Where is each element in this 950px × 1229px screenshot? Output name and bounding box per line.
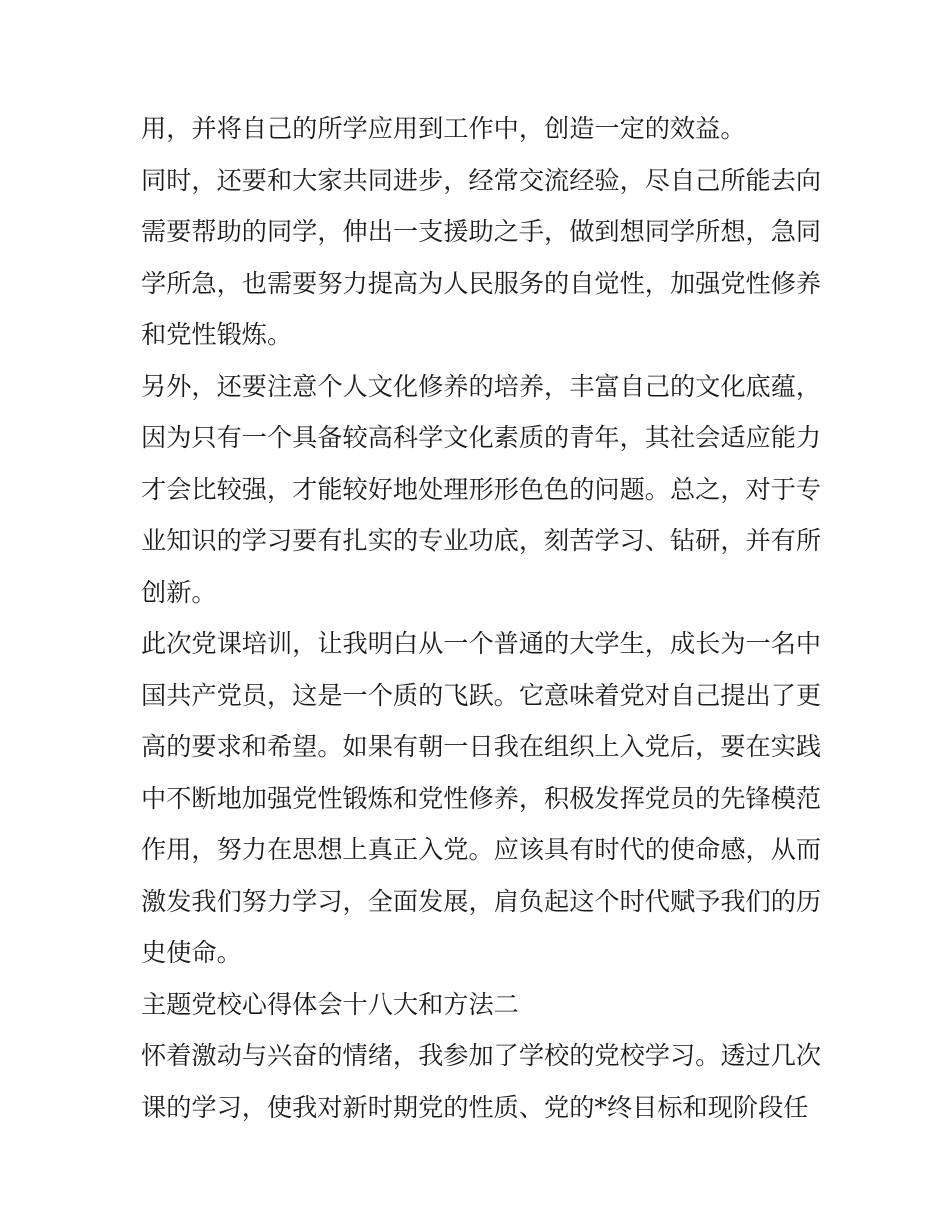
text-line: 课的学习，使我对新时期党的性质、党的*终目标和现阶段任 xyxy=(141,1092,809,1122)
text-line: 需要帮助的同学，伸出一支援助之手，做到想同学所想，急同 xyxy=(141,217,822,246)
paragraph-1 xyxy=(141,103,821,155)
text-line: 创新。 xyxy=(141,577,217,607)
text-line: 激发我们努力学习，全面发展，肩负起这个时代赋予我们的历 xyxy=(141,886,822,916)
document-body xyxy=(141,103,821,1133)
text-line: 另外，还要注意个人文化修养的培养，丰富自己的文化底蕴， xyxy=(141,371,822,401)
text-line: 怀着激动与兴奋的情绪，我参加了学校的党校学习。透过几次 xyxy=(141,1041,822,1070)
text-line: 同时，还要和大家共同进步，经常交流经验，尽自己所能去向 xyxy=(141,165,822,195)
text-line: 作用，努力在思想上真正入党。应该具有时代的使命感，从而 xyxy=(141,835,822,864)
heading-line: 主题党校心得体会十八大和方法二 xyxy=(141,989,519,1019)
text-line: 和党性锻炼。 xyxy=(141,320,293,349)
text-line: 此次党课培训，让我明白从一个普通的大学生，成长为一名中 xyxy=(141,629,822,658)
paragraph-2 xyxy=(141,155,821,361)
text-line: 因为只有一个具备较高科学文化素质的青年，其社会适应能力 xyxy=(141,423,822,452)
paragraph-3 xyxy=(141,361,821,619)
text-line: 才会比较强，才能较好地处理形形色色的问题。总之，对于专 xyxy=(141,474,822,504)
text-line: 国共产党员，这是一个质的飞跃。它意味着党对自己提出了更 xyxy=(141,680,822,710)
text-line: 业知识的学习要有扎实的专业功底，刻苦学习、钻研，并有所 xyxy=(141,526,822,555)
text-line: 史使命。 xyxy=(141,938,242,967)
section-heading xyxy=(141,979,821,1031)
text-line: 中不断地加强党性锻炼和党性修养，积极发挥党员的先锋模范 xyxy=(141,783,822,813)
text-line: 学所急，也需要努力提高为人民服务的自觉性，加强党性修养 xyxy=(141,268,822,298)
paragraph-6 xyxy=(141,1030,821,1133)
text-line: 高的要求和希望。如果有朝一日我在组织上入党后，要在实践 xyxy=(141,732,822,761)
text-line: 用，并将自己的所学应用到工作中，创造一定的效益。 xyxy=(141,114,746,143)
paragraph-4 xyxy=(141,618,821,979)
